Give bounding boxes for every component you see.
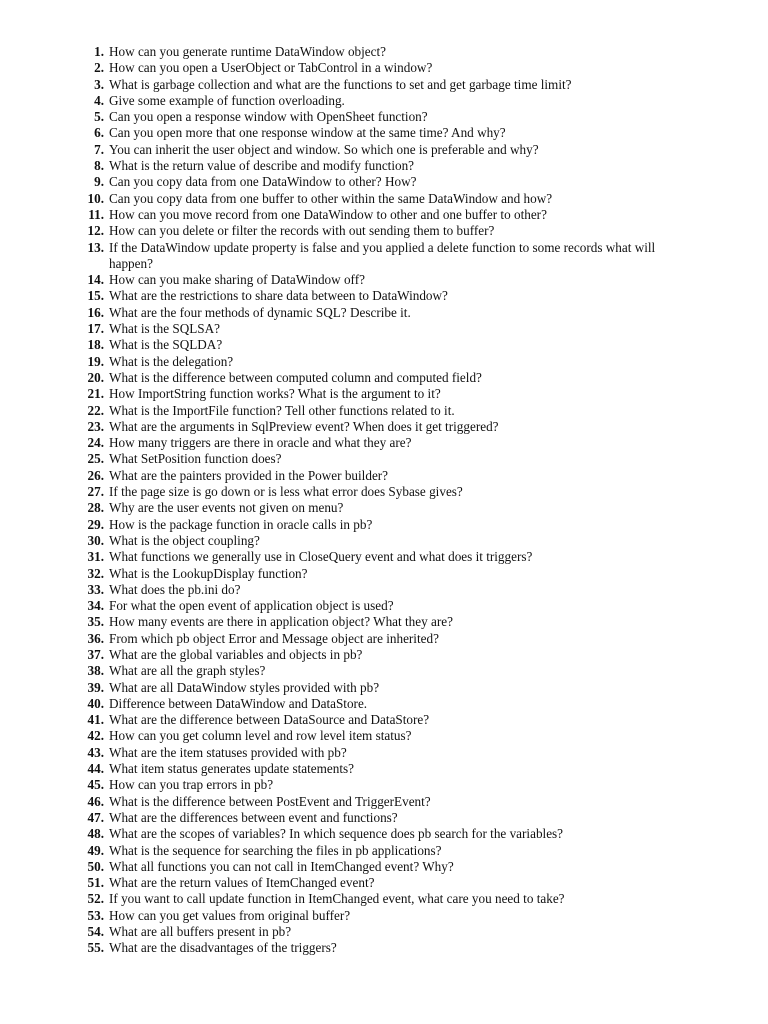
question-item	[0, 794, 768, 810]
question-item	[0, 533, 768, 549]
question-item	[0, 109, 768, 125]
question-number: 44.	[87, 761, 104, 777]
question-number: 29.	[87, 516, 104, 532]
question-number: 47.	[87, 809, 104, 825]
question-text: What is the difference between computed column and computed field?	[109, 369, 482, 385]
question-item	[0, 908, 768, 924]
question-item	[0, 142, 768, 158]
question-text: What are the difference between DataSource and DataStore?	[109, 712, 430, 728]
question-item	[0, 60, 768, 76]
question-text: What is the delegation?	[109, 353, 234, 369]
question-item	[0, 631, 768, 647]
question-number: 14.	[87, 272, 104, 288]
question-item	[0, 940, 768, 956]
question-item	[0, 451, 768, 467]
question-item	[0, 614, 768, 630]
question-number: 30.	[87, 532, 104, 548]
question-item	[0, 158, 768, 174]
question-text: How can you generate runtime DataWindow object?	[109, 44, 387, 59]
question-text: What are the arguments in SqlPreview event? When does it get triggered?	[109, 418, 499, 434]
question-number: 3.	[94, 76, 104, 92]
question-item	[0, 419, 768, 435]
question-item	[0, 843, 768, 859]
question-item	[0, 500, 768, 516]
question-number: 24.	[87, 435, 104, 451]
question-item	[0, 810, 768, 826]
question-number: 46.	[87, 793, 104, 809]
question-text: What is the ImportFile function? Tell other functions related to it.	[109, 402, 455, 418]
question-number: 9.	[94, 174, 104, 190]
question-item	[0, 468, 768, 484]
question-item	[0, 582, 768, 598]
question-number: 41.	[87, 712, 104, 728]
question-item	[0, 696, 768, 712]
question-text: What are all buffers present in pb?	[109, 924, 292, 940]
question-number: 20.	[87, 369, 104, 385]
question-item	[0, 272, 768, 288]
question-number: 50.	[87, 858, 104, 874]
question-text: What is the return value of describe and modify function?	[109, 158, 415, 174]
question-text: How can you open a UserObject or TabControl in a window?	[109, 60, 433, 76]
question-number: 35.	[87, 614, 104, 630]
question-number: 6.	[94, 125, 104, 141]
question-item	[0, 93, 768, 109]
question-number: 34.	[87, 598, 104, 614]
question-number: 8.	[94, 158, 104, 174]
question-text: What are the painters provided in the Power builder?	[109, 467, 389, 483]
question-item	[0, 826, 768, 842]
question-text: Can you open more that one response window at the same time? And why?	[109, 125, 506, 141]
question-text: What are the global variables and objects in pb?	[109, 646, 363, 662]
question-number: 26.	[87, 467, 104, 483]
question-item	[0, 125, 768, 141]
question-text: What is the SQLSA?	[109, 321, 220, 337]
question-number: 53.	[87, 907, 104, 923]
question-item	[0, 891, 768, 907]
question-item	[0, 777, 768, 793]
question-item	[0, 517, 768, 533]
question-text: How can you get column level and row level item status?	[109, 728, 412, 744]
question-number: 32.	[87, 565, 104, 581]
question-text: How can you get values from original buffer?	[109, 907, 351, 923]
question-text: For what the open event of application object is used?	[109, 598, 394, 614]
question-text: What does the pb.ini do?	[109, 581, 241, 597]
question-number: 11.	[88, 206, 104, 222]
question-number: 40.	[87, 695, 104, 711]
question-text: You can inherit the user object and window. So which one is preferable and why?	[109, 141, 539, 157]
question-text: Difference between DataWindow and DataStore.	[109, 695, 368, 711]
question-number: 31.	[87, 549, 104, 565]
question-number: 15.	[87, 288, 104, 304]
question-text: What are all the graph styles?	[109, 663, 266, 679]
question-text: Why are the user events not given on menu?	[109, 500, 344, 516]
question-number: 42.	[87, 728, 104, 744]
question-number: 19.	[87, 353, 104, 369]
question-number: 21.	[87, 386, 104, 402]
question-number: 5.	[94, 109, 104, 125]
question-text: What are the four methods of dynamic SQL? Describe it.	[109, 304, 411, 320]
question-item	[0, 598, 768, 614]
question-item	[0, 191, 768, 207]
question-item	[0, 403, 768, 419]
question-text: What are the return values of ItemChanged event?	[109, 875, 375, 891]
question-number: 10.	[87, 190, 104, 206]
question-text: Can you open a response window with OpenSheet function?	[109, 109, 428, 125]
question-text: What are the item statuses provided with pb?	[109, 744, 347, 760]
question-text: How can you delete or filter the records with out sending them to buffer?	[109, 223, 495, 239]
question-item	[0, 207, 768, 223]
question-number: 7.	[94, 141, 104, 157]
question-item	[0, 549, 768, 565]
question-text: Can you copy data from one buffer to other within the same DataWindow and how?	[109, 190, 553, 206]
question-text: If the DataWindow update property is false and you applied a delete function to some records what will happen?	[109, 239, 656, 271]
question-number: 38.	[87, 663, 104, 679]
question-item	[0, 761, 768, 777]
question-number: 45.	[87, 777, 104, 793]
question-text: If the page size is go down or is less what error does Sybase gives?	[109, 484, 463, 500]
question-number: 36.	[87, 630, 104, 646]
question-text: What are the differences between event and functions?	[109, 809, 398, 825]
question-list	[0, 44, 768, 957]
question-item	[0, 745, 768, 761]
question-number: 16.	[87, 304, 104, 320]
question-text: What SetPosition function does?	[109, 451, 282, 467]
question-text: Give some example of function overloading.	[109, 92, 345, 108]
question-number: 1.	[94, 44, 104, 59]
question-text: How many events are there in application object? What they are?	[109, 614, 453, 630]
question-item	[0, 321, 768, 337]
question-number: 17.	[87, 321, 104, 337]
question-number: 54.	[87, 924, 104, 940]
question-number: 52.	[87, 891, 104, 907]
question-number: 49.	[87, 842, 104, 858]
question-number: 23.	[87, 418, 104, 434]
question-number: 27.	[87, 484, 104, 500]
question-text: What all functions you can not call in ItemChanged event? Why?	[109, 858, 454, 874]
question-text: From which pb object Error and Message object are inherited?	[109, 630, 439, 646]
question-item	[0, 859, 768, 875]
question-item	[0, 924, 768, 940]
question-text: Can you copy data from one DataWindow to other? How?	[109, 174, 417, 190]
question-item	[0, 647, 768, 663]
question-number: 48.	[87, 826, 104, 842]
question-text: What are the restrictions to share data between to DataWindow?	[109, 288, 448, 304]
question-item	[0, 435, 768, 451]
question-item	[0, 240, 768, 273]
question-number: 13.	[87, 239, 104, 255]
question-number: 18.	[87, 337, 104, 353]
question-item	[0, 663, 768, 679]
question-item	[0, 680, 768, 696]
question-text: What is the LookupDisplay function?	[109, 565, 308, 581]
question-text: How ImportString function works? What is the argument to it?	[109, 386, 441, 402]
question-text: What are the scopes of variables? In which sequence does pb search for the variables?	[109, 826, 564, 842]
question-text: What is the object coupling?	[109, 532, 260, 548]
question-text: What is the sequence for searching the files in pb applications?	[109, 842, 442, 858]
question-item	[0, 386, 768, 402]
question-item	[0, 566, 768, 582]
question-item	[0, 728, 768, 744]
question-item	[0, 288, 768, 304]
question-text: How is the package function in oracle calls in pb?	[109, 516, 373, 532]
question-text: What are all DataWindow styles provided with pb?	[109, 679, 380, 695]
question-item	[0, 44, 768, 60]
question-number: 55.	[87, 940, 104, 956]
question-number: 28.	[87, 500, 104, 516]
question-item	[0, 305, 768, 321]
question-number: 4.	[94, 92, 104, 108]
question-text: How many triggers are there in oracle and what they are?	[109, 435, 412, 451]
document-page	[0, 44, 768, 957]
question-text: What functions we generally use in CloseQuery event and what does it triggers?	[109, 549, 533, 565]
question-number: 43.	[87, 744, 104, 760]
question-number: 33.	[87, 581, 104, 597]
question-item	[0, 337, 768, 353]
question-text: What is garbage collection and what are the functions to set and get garbage time limit?	[109, 76, 572, 92]
question-number: 51.	[87, 875, 104, 891]
question-item	[0, 484, 768, 500]
question-number: 37.	[87, 646, 104, 662]
question-number: 2.	[94, 60, 104, 76]
question-item	[0, 875, 768, 891]
question-text: What are the disadvantages of the triggers?	[109, 940, 337, 956]
question-number: 22.	[87, 402, 104, 418]
question-number: 12.	[87, 223, 104, 239]
question-item	[0, 354, 768, 370]
question-text: What is the difference between PostEvent and TriggerEvent?	[109, 793, 431, 809]
question-text: How can you trap errors in pb?	[109, 777, 274, 793]
question-text: What is the SQLDA?	[109, 337, 223, 353]
question-item	[0, 712, 768, 728]
question-text: How can you make sharing of DataWindow off?	[109, 272, 365, 288]
question-text: If you want to call update function in ItemChanged event, what care you need to take?	[109, 891, 565, 907]
question-item	[0, 77, 768, 93]
question-item	[0, 223, 768, 239]
question-item	[0, 174, 768, 190]
question-number: 39.	[87, 679, 104, 695]
question-text: How can you move record from one DataWindow to other and one buffer to other?	[109, 206, 547, 222]
question-item	[0, 370, 768, 386]
question-text: What item status generates update statements?	[109, 761, 354, 777]
question-number: 25.	[87, 451, 104, 467]
